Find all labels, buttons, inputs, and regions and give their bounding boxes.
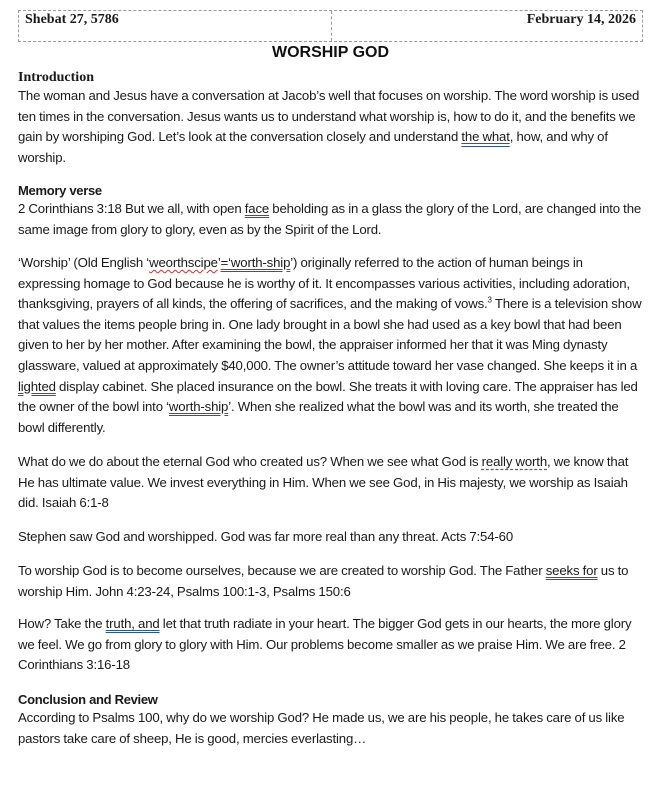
text-run: display cabinet. She placed insurance on the bowl. She treats it with loving care. The appraiser has led the owner of the bowl into ‘ [18, 378, 638, 415]
introduction-heading[interactable]: Introduction [18, 70, 94, 85]
page-title[interactable]: WORSHIP GOD [271, 44, 390, 61]
footnote-reference[interactable]: 3 [487, 295, 492, 305]
text-run: 2 Corinthians 3:18 But we all, with open [18, 201, 245, 216]
conclusion-heading[interactable]: Conclusion and Review [18, 692, 158, 707]
grammar-marked-text[interactable]: worth-ship [168, 399, 229, 415]
grammar-marked-text[interactable]: face [244, 201, 270, 216]
eternal-god-paragraph [18, 452, 643, 514]
introduction-section [18, 69, 643, 168]
text-run: ’ [217, 255, 221, 270]
memory-verse-section [18, 182, 643, 240]
grammar-marked-text[interactable]: =‘worth-ship [220, 255, 291, 270]
how-text[interactable] [18, 614, 643, 676]
grammar-marked-text[interactable]: lighted [18, 378, 56, 394]
text-run: ’. When she realized what the bowl was and its worth, she treated the bowl differently. [18, 399, 619, 435]
stephen-text[interactable]: Stephen saw God and worshipped. God was far more real than any threat. Acts 7:54-60 [18, 529, 514, 544]
stephen-paragraph [18, 527, 643, 548]
text-run: us to worship Him. John 4:23-24, Psalms 100:1-3, Psalms 150:6 [18, 563, 629, 599]
become-ourselves-text[interactable] [18, 561, 643, 602]
gregorian-date[interactable]: February 14, 2026 [526, 12, 636, 27]
conclusion-section [18, 691, 643, 749]
memory-verse-text[interactable] [18, 199, 643, 240]
eternal-god-text[interactable] [18, 452, 643, 514]
header-table [18, 10, 643, 42]
text-run: There is a television show that values the items people bring in. One lady brought in a bowl she had used as a key bowl that had been given to her by her mother. After examining the bowl, the appraiser informed her that it was Ming dynasty glassware, valued at approximately $40,000. The owner’s attitude toward her vase changed. She keeps it in a [18, 296, 642, 373]
text-run: ‘Worship’ (Old English ‘ [18, 255, 150, 270]
text-run: What do we do about the eternal God who created us? When we see what God is [18, 454, 482, 469]
text-run: let that truth radiate in your heart. The bigger God gets in our hearts, the more glory we feel. We go from glory to glory with Him. Our problems become smaller as we praise Him. We are free. 2 Corinthians 3:16-18 [18, 616, 632, 673]
conclusion-text[interactable]: According to Psalms 100, why do we worship God? He made us, we are his people, he takes care of us like pastors take care of sheep, He is good, mercies everlasting… [18, 710, 625, 746]
text-run: , we know that He has ultimate value. We invest everything in Him. When we see God, in His majesty, we worship as Isaiah did. Isaiah 6:1-8 [18, 454, 629, 511]
grammar-marked-text[interactable]: truth, and [105, 616, 160, 631]
hebrew-date[interactable]: Shebat 27, 5786 [19, 11, 332, 41]
memory-verse-heading[interactable]: Memory verse [18, 183, 102, 198]
spelling-error-text[interactable]: weorthscipe [149, 255, 218, 270]
text-run: How? Take the [18, 616, 106, 631]
grammar-marked-text[interactable]: seeks for [545, 563, 598, 578]
text-run: beholding as in a glass the glory of the Lord, are changed into the same image from glory to glory, even as by the Spirit of the Lord. [18, 201, 642, 237]
text-run: The woman and Jesus have a conversation at Jacob’s well that focuses on worship. The word worship is used ten times in the conversation. Jesus wants us to understand what worship is, how to do it, and the benefits we gain by worshiping God. Let’s look at the conversation closely and understand [18, 88, 640, 145]
become-ourselves-paragraph [18, 561, 643, 602]
text-run: ’) originally referred to the action of human beings in expressing homage to God because he is worthy of it. It encompasses various activities, including adoration, thanksgiving, prayers of all kinds, the offering of sacrifices, and the making of vows. [18, 255, 630, 312]
text-run: To worship God is to become ourselves, because we are created to worship God. The Father [18, 563, 546, 578]
how-paragraph [18, 614, 643, 676]
worship-definition-paragraph [18, 253, 643, 438]
text-run: , how, and why of worship. [18, 129, 608, 165]
style-marked-text[interactable]: really worth [481, 454, 547, 469]
introduction-text[interactable] [18, 86, 643, 168]
worship-definition-text[interactable] [18, 253, 643, 438]
grammar-marked-text[interactable]: the what [461, 129, 510, 145]
